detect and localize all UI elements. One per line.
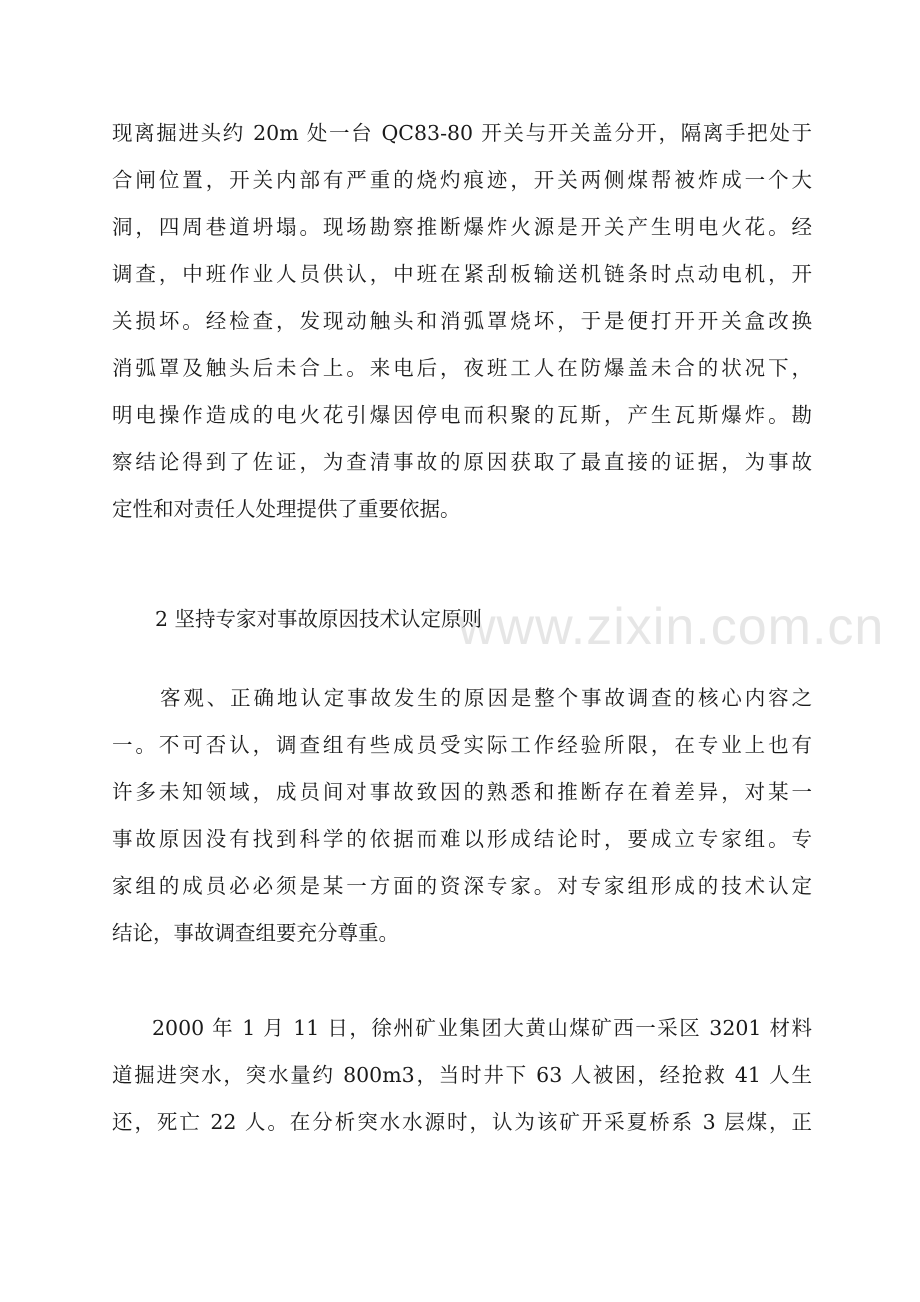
paragraph-line: 许多未知领域，成员间对事故致因的熟悉和推断存在着差异，对某一 (112, 780, 812, 804)
paragraph-line: 道掘进突水，突水量约 800m3，当时井下 63 人被困，经抢救 41 人生 (112, 1063, 812, 1087)
paragraph-line: 客观、正确地认定事故发生的原因是整个事故调查的核心内容之 (160, 686, 812, 710)
paragraph-line: 家组的成员必必须是某一方面的资深专家。对专家组形成的技术认定 (112, 874, 812, 898)
paragraph-line: 调查，中班作业人员供认，中班在紧刮板输送机链条时点动电机，开 (112, 262, 812, 286)
paragraph-line: 结论，事故调查组要充分尊重。 (112, 921, 399, 945)
paragraph-line: 合闸位置，开关内部有严重的烧灼痕迹，开关两侧煤帮被炸成一个大 (112, 168, 812, 192)
paragraph-line: 定性和对责任人处理提供了重要依据。 (112, 497, 461, 521)
paragraph-line: 2000 年 1 月 11 日，徐州矿业集团大黄山煤矿西一采区 3201 材料 (152, 1016, 812, 1040)
paragraph-line: 事故原因没有找到科学的依据而难以形成结论时，要成立专家组。专 (112, 827, 812, 851)
paragraph-line: 察结论得到了佐证，为查清事故的原因获取了最直接的证据，为事故 (112, 450, 812, 474)
paragraph-line: 关损坏。经检查，发现动触头和消弧罩烧坏，于是便打开开关盒改换 (112, 309, 812, 333)
paragraph-line: 明电操作造成的电火花引爆因停电而积聚的瓦斯，产生瓦斯爆炸。勘 (112, 403, 812, 427)
paragraph-line: 洞，四周巷道坍塌。现场勘察推断爆炸火源是开关产生明电火花。经 (112, 215, 812, 239)
section-heading: 2 坚持专家对事故原因技术认定原则 (155, 607, 483, 631)
paragraph-line: 还，死亡 22 人。在分析突水水源时，认为该矿开采夏桥系 3 层煤，正 (112, 1110, 812, 1134)
paragraph-line: 消弧罩及触头后未合上。来电后，夜班工人在防爆盖未合的状况下， (112, 356, 812, 380)
watermark: www.zixin.com.cn (458, 598, 885, 656)
paragraph-line: 现离掘进头约 20m 处一台 QC83-80 开关与开关盖分开，隔离手把处于 (112, 121, 812, 145)
paragraph-line: 一。不可否认，调查组有些成员受实际工作经验所限，在专业上也有 (112, 733, 812, 757)
